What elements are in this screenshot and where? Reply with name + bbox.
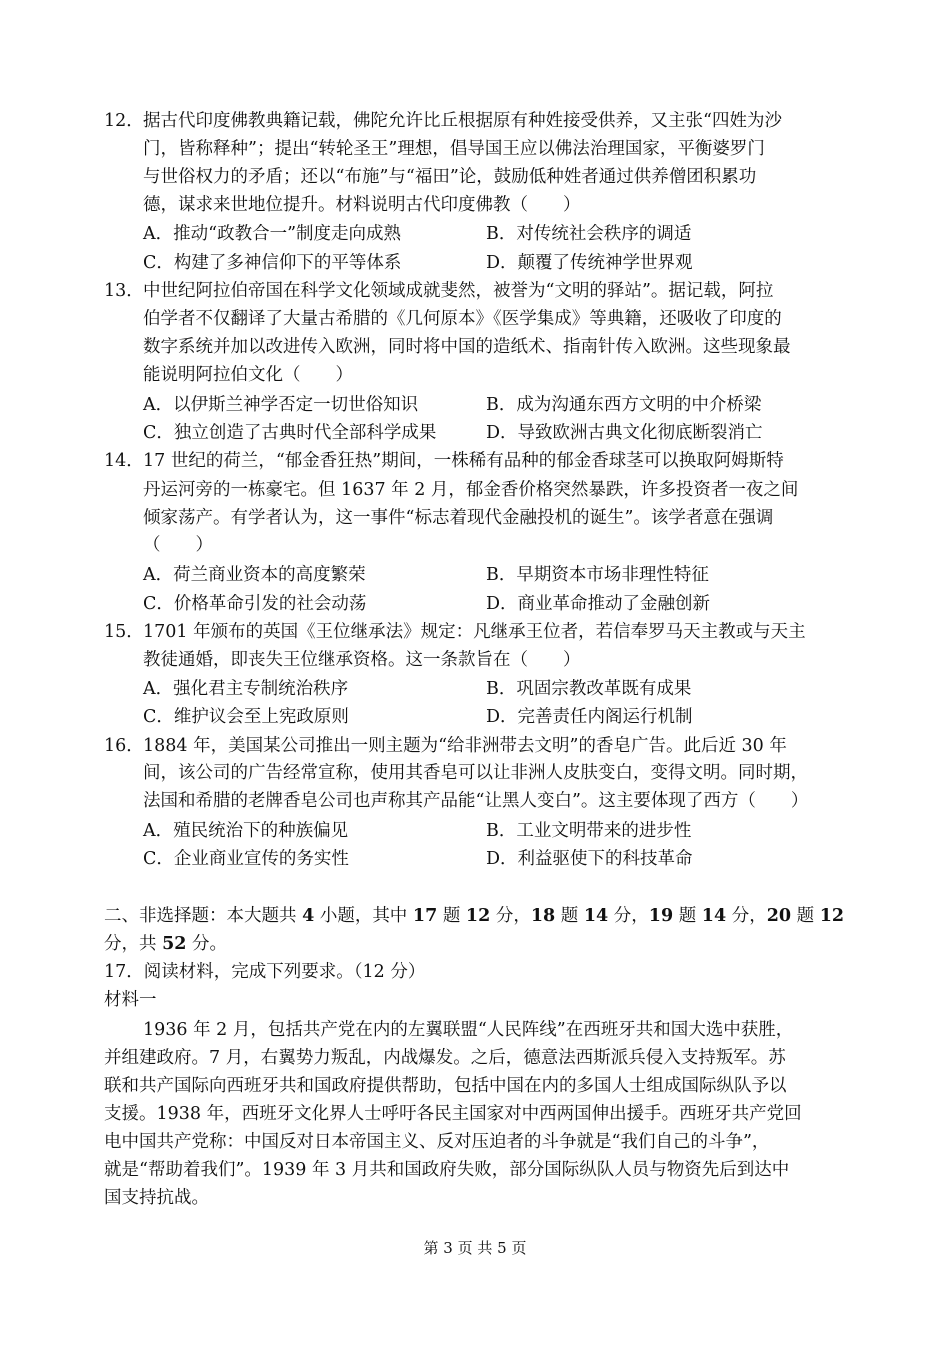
material-line-4: 支援。1938 年，西班牙文化界人士呼吁各民主国家对中西两国伸出援手。西班牙共产党回 bbox=[104, 1104, 802, 1124]
q12-line-1 bbox=[104, 107, 782, 135]
q16-option-a: A．殖民统治下的种族偏见 bbox=[143, 821, 349, 841]
q16-line-3: 法国和希腊的老牌香皂公司也声称其产品能“让黑人变白”。这主要体现了西方（ ） bbox=[143, 791, 809, 811]
q15-line-1 bbox=[104, 618, 806, 646]
s2-bold: 19 bbox=[648, 906, 674, 926]
q15-line-2: 教徒通婚，即丧失王位继承资格。这一条款旨在（ ） bbox=[143, 650, 581, 670]
section2-heading-line-1 bbox=[104, 902, 844, 930]
q16-number: 16． bbox=[104, 736, 144, 756]
material-label: 材料一 bbox=[104, 990, 157, 1010]
s2-text: 二、非选择题：本大题共 bbox=[104, 906, 303, 926]
s2-text: 小题，其中 bbox=[314, 906, 413, 926]
s2-bold: 20 bbox=[766, 906, 792, 926]
q13-option-b: B．成为沟通东西方文明的中介桥梁 bbox=[486, 395, 762, 415]
q12-option-b: B．对传统社会秩序的调适 bbox=[486, 224, 692, 244]
q13-option-a: A．以伊斯兰神学否定一切世俗知识 bbox=[143, 395, 419, 415]
q12-option-a: A．推动“政教合一”制度走向成熟 bbox=[143, 224, 402, 244]
q15-option-c: C．维护议会至上宪政原则 bbox=[143, 707, 349, 727]
material-line-1: 1936 年 2 月，包括共产党在内的左翼联盟“人民阵线”在西班牙共和国大选中获胜， bbox=[143, 1020, 794, 1040]
s2-bold: 52 bbox=[162, 934, 187, 954]
s2-text: 题 bbox=[673, 906, 702, 926]
material-line-6: 就是“帮助着我们”。1939 年 3 月共和国政府失败，部分国际纵队人员与物资先后到达中 bbox=[104, 1160, 790, 1180]
s2-text: 分， bbox=[490, 906, 531, 926]
q14-option-c: C．价格革命引发的社会动荡 bbox=[143, 594, 367, 614]
q12-line-3: 与世俗权力的矛盾；还以“布施”与“福田”论，鼓励低种姓者通过供养僧团积累功 bbox=[143, 167, 757, 187]
q13-line-3: 数字系统并加以改进传入欧洲，同时将中国的造纸术、指南针传入欧洲。这些现象最 bbox=[143, 337, 791, 357]
s2-text: 题 bbox=[791, 906, 820, 926]
q16-option-d: D．利益驱使下的科技革命 bbox=[486, 849, 693, 869]
q15-option-d: D．完善责任内阁运行机制 bbox=[486, 707, 693, 727]
page-footer: 第 3 页 共 5 页 bbox=[423, 1239, 527, 1257]
q15-text-1: 1701 年颁布的英国《王位继承法》规定：凡继承王位者，若信奉罗马天主教或与天主 bbox=[143, 622, 806, 642]
q14-option-d: D．商业革命推动了金融创新 bbox=[486, 594, 711, 614]
q17-title: 17．阅读材料，完成下列要求。（12 分） bbox=[104, 962, 426, 982]
q15-option-a: A．强化君主专制统治秩序 bbox=[143, 679, 349, 699]
q12-line-4: 德，谋求来世地位提升。材料说明古代印度佛教（ ） bbox=[143, 195, 581, 215]
s2-bold: 12 bbox=[465, 906, 491, 926]
q14-line-4: （ ） bbox=[143, 535, 213, 555]
q13-line-4: 能说明阿拉伯文化（ ） bbox=[143, 365, 353, 385]
material-line-2: 并组建政府。7 月，右翼势力叛乱，内战爆发。之后，德意法西斯派兵侵入支持叛军。苏 bbox=[104, 1048, 786, 1068]
q14-line-2: 丹运河旁的一栋豪宅。但 1637 年 2 月，郁金香价格突然暴跌，许多投资者一夜之间 bbox=[143, 480, 799, 500]
q15-number: 15． bbox=[104, 622, 144, 642]
q13-option-d: D．导致欧洲古典文化彻底断裂消亡 bbox=[486, 423, 763, 443]
s2-text: 题 bbox=[437, 906, 466, 926]
material-line-5: 电中国共产党称：中国反对日本帝国主义、反对压迫者的斗争就是“我们自己的斗争”， bbox=[104, 1132, 770, 1152]
section2-heading-line-2 bbox=[104, 930, 227, 958]
s2-text: 分，共 bbox=[104, 934, 163, 954]
s2-bold: 12 bbox=[819, 906, 845, 926]
q14-number: 14． bbox=[104, 451, 144, 471]
s2-text: 分， bbox=[608, 906, 649, 926]
q16-line-2: 间，该公司的广告经常宣称，使用其香皂可以让非洲人皮肤变白，变得文明。同时期， bbox=[143, 763, 808, 783]
s2-text: 分。 bbox=[186, 934, 228, 954]
q16-text-1: 1884 年，美国某公司推出一则主题为“给非洲带去文明”的香皂广告。此后近 30 年 bbox=[143, 736, 787, 756]
s2-text: 分， bbox=[726, 906, 767, 926]
q15-option-b: B．巩固宗教改革既有成果 bbox=[486, 679, 692, 699]
s2-bold: 4 bbox=[302, 906, 315, 926]
q16-option-c: C．企业商业宣传的务实性 bbox=[143, 849, 349, 869]
q13-line-1 bbox=[104, 277, 773, 305]
q13-number: 13． bbox=[104, 281, 144, 301]
q12-option-d: D．颠覆了传统神学世界观 bbox=[486, 253, 693, 273]
q13-line-2: 伯学者不仅翻译了大量古希腊的《几何原本》《医学集成》等典籍，还吸收了印度的 bbox=[143, 309, 782, 329]
q12-number: 12． bbox=[104, 111, 144, 131]
q12-line-2: 门，皆称释种”；提出“转轮圣王”理想，倡导国王应以佛法治理国家，平衡婆罗门 bbox=[143, 139, 765, 159]
material-line-7: 国支持抗战。 bbox=[104, 1188, 209, 1208]
q12-text-1: 据古代印度佛教典籍记载，佛陀允许比丘根据原有种姓接受供养，又主张“四姓为沙 bbox=[143, 111, 782, 131]
q14-text-1: 17 世纪的荷兰，“郁金香狂热”期间，一株稀有品种的郁金香球茎可以换取阿姆斯特 bbox=[143, 451, 784, 471]
q14-line-1 bbox=[104, 447, 784, 475]
q14-line-3: 倾家荡产。有学者认为，这一事件“标志着现代金融投机的诞生”。该学者意在强调 bbox=[143, 508, 774, 528]
material-line-3: 联和共产国际向西班牙共和国政府提供帮助，包括中国在内的多国人士组成国际纵队予以 bbox=[104, 1076, 787, 1096]
q13-text-1: 中世纪阿拉伯帝国在科学文化领域成就斐然，被誉为“文明的驿站”。据记载，阿拉 bbox=[143, 281, 774, 301]
q14-option-b: B．早期资本市场非理性特征 bbox=[486, 565, 709, 585]
q16-option-b: B．工业文明带来的进步性 bbox=[486, 821, 692, 841]
s2-bold: 17 bbox=[412, 906, 438, 926]
q16-line-1 bbox=[104, 732, 787, 760]
q14-option-a: A．荷兰商业资本的高度繁荣 bbox=[143, 565, 366, 585]
s2-bold: 14 bbox=[583, 906, 609, 926]
s2-bold: 18 bbox=[530, 906, 556, 926]
q12-option-c: C．构建了多神信仰下的平等体系 bbox=[143, 253, 402, 273]
s2-bold: 14 bbox=[701, 906, 727, 926]
s2-text: 题 bbox=[555, 906, 584, 926]
q13-option-c: C．独立创造了古典时代全部科学成果 bbox=[143, 423, 437, 443]
